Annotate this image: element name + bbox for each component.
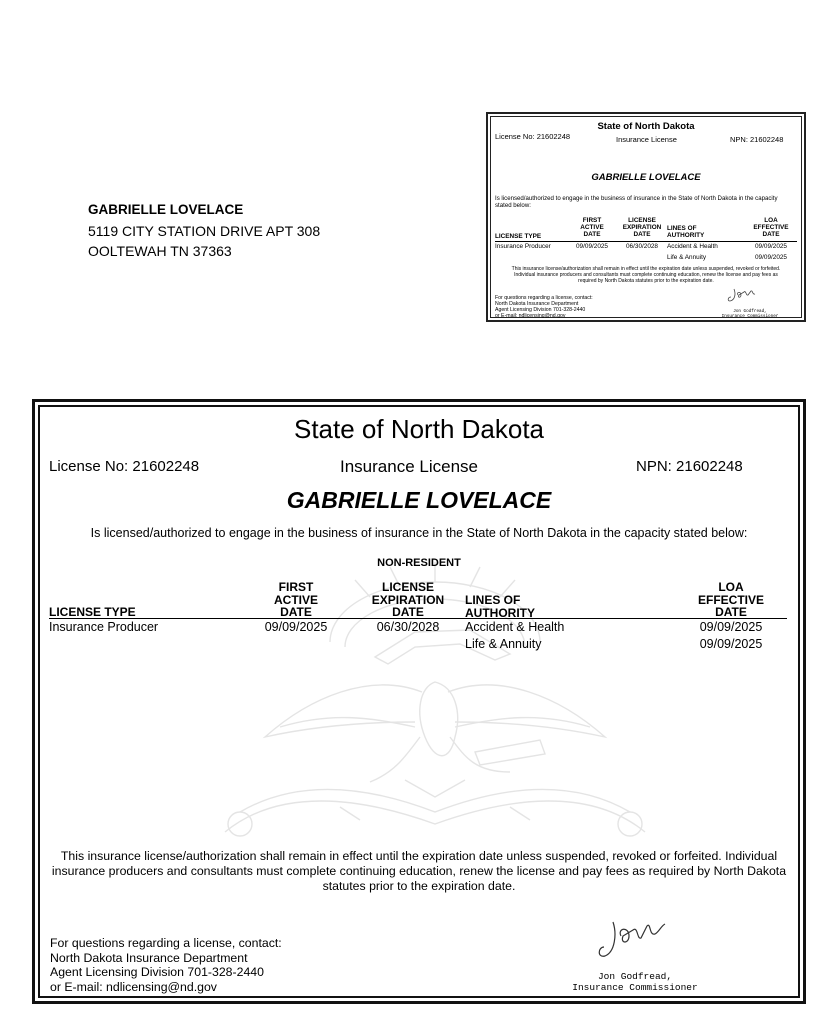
card-row-expiration: 06/30/2028 — [626, 243, 658, 250]
mailing-address — [88, 200, 320, 262]
certificate-header-rule — [49, 618, 787, 619]
card-signature-icon — [726, 286, 760, 306]
certificate-licensee-name: GABRIELLE LOVELACE — [286, 487, 552, 513]
card-header-rule — [495, 241, 797, 242]
card-statement: Is licensed/authorized to engage in the business of insurance in the State of North Dakota in the capacity stated below: — [495, 195, 778, 210]
card-row-license-type: Insurance Producer — [495, 243, 551, 250]
certificate-header-expiration: LICENSE EXPIRATION DATE — [371, 580, 445, 619]
certificate-row-expiration: 06/30/2028 — [376, 620, 440, 634]
certificate-row-license-type: Insurance Producer — [49, 620, 159, 634]
certificate-header-loa-effective: LOA EFFECTIVE DATE — [697, 580, 764, 619]
card-license-number: License No: 21602248 — [495, 132, 571, 141]
certificate-row-first-active: 09/09/2025 — [264, 620, 328, 634]
certificate-row-loa-2-date: 09/09/2025 — [699, 637, 763, 651]
commissioner-signature-icon — [595, 914, 675, 968]
wallet-card — [486, 112, 806, 322]
card-header-loa-effective: LOA EFFECTIVE DATE — [753, 217, 789, 239]
address-line-1: 5119 CITY STATION DRIVE APT 308 — [88, 222, 321, 239]
certificate-residency: NON-RESIDENT — [377, 557, 461, 569]
card-state-title: State of North Dakota — [597, 121, 695, 132]
card-header-first-active: FIRST ACTIVE DATE — [580, 217, 604, 239]
card-row-first-active: 09/09/2025 — [576, 243, 608, 250]
card-header-lines-of-authority: LINES OF AUTHORITY — [667, 225, 705, 240]
certificate-npn: NPN: 21602248 — [636, 458, 743, 475]
card-notice: This insurance license/authorization shall remain in effect until the expiration date unless suspended, revoked or forfeited. Individual insurance producers and consultants must complete continuing education, renew the license and pay fees as required by North Dakota statutes prior to the expiration date. — [511, 266, 781, 284]
certificate-row-loa-2: Life & Annuity — [465, 637, 542, 651]
addressee-name: GABRIELLE LOVELACE — [88, 202, 244, 217]
card-row-loa-2: Life & Annuity — [667, 254, 707, 261]
card-signer: Jon Godfread, Insurance Commissioner — [721, 309, 779, 319]
certificate-state-title: State of North Dakota — [293, 414, 545, 444]
certificate-statement: Is licensed/authorized to engage in the business of insurance in the State of North Dakota in the capacity stated below: — [90, 526, 748, 540]
address-line-2: OOLTEWAH TN 37363 — [88, 243, 232, 259]
card-header-expiration: LICENSE EXPIRATION DATE — [622, 217, 662, 239]
certificate-contact: For questions regarding a license, contact: North Dakota Insurance Department Agent Licensing Division 701-328-2440 or E-mail: ndlicensing@nd.gov — [50, 936, 282, 995]
card-npn: NPN: 21602248 — [730, 135, 784, 144]
card-licensee-name: GABRIELLE LOVELACE — [591, 172, 701, 183]
certificate-row-loa-1-date: 09/09/2025 — [699, 620, 763, 634]
card-license-title: Insurance License — [616, 135, 677, 144]
certificate-header-lines-of-authority: LINES OF AUTHORITY — [465, 593, 535, 620]
certificate-header-first-active: FIRST ACTIVE DATE — [273, 580, 318, 619]
commissioner-name: Jon Godfread, Insurance Commissioner — [572, 971, 698, 993]
certificate-license-title: Insurance License — [340, 457, 478, 476]
card-row-loa-1: Accident & Health — [667, 243, 718, 250]
card-row-loa-1-date: 09/09/2025 — [755, 243, 787, 250]
card-contact: For questions regarding a license, contact: North Dakota Insurance Department Agent Licensing Division 701-328-2440 or E-mail: ndlicensing@nd.gov — [495, 295, 593, 319]
card-header-license-type: LICENSE TYPE — [495, 233, 542, 240]
certificate-header-license-type: LICENSE TYPE — [49, 605, 136, 619]
certificate-notice: This insurance license/authorization shall remain in effect until the expiration date unless suspended, revoked or forfeited. Individual insurance producers and consultants must complete continuing education, renew the license and pay fees as required by North Dakota statutes prior to the expiration date. — [51, 849, 787, 893]
certificate-row-loa-1: Accident & Health — [465, 620, 565, 634]
certificate-license-number: License No: 21602248 — [49, 458, 200, 475]
card-row-loa-2-date: 09/09/2025 — [755, 254, 787, 261]
license-certificate — [32, 399, 806, 1004]
